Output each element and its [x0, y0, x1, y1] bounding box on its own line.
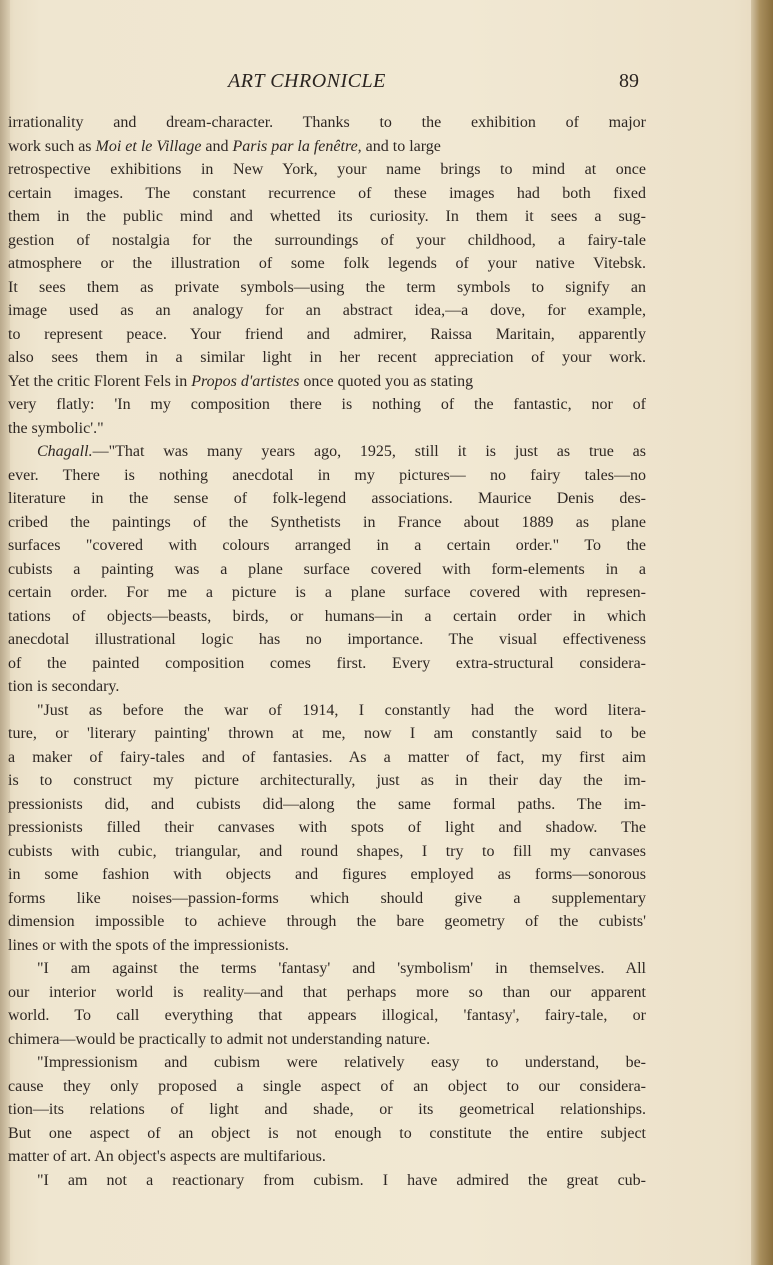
artwork-title: Moi et le Village: [95, 137, 202, 155]
text-line: dimension impossible to achieve through the bare geometry of the cubists': [8, 913, 646, 930]
page-number: 89: [619, 70, 639, 92]
text-line: is to construct my picture architecturally, just as in their day the im-: [8, 772, 646, 789]
text-line: our interior world is reality—and that perhaps more so than our apparent: [8, 983, 646, 1001]
text-line: cubists with cubic, triangular, and round shapes, I try to fill my canvases: [8, 842, 646, 860]
speaker-name: Chagall.: [37, 443, 93, 460]
text-line: Chagall.—"That was many years ago, 1925, still it is just as true as: [37, 443, 646, 460]
text-line: cause they only proposed a single aspect of an object to our considera-: [8, 1077, 646, 1095]
text-line: certain order. For me a picture is a plane surface covered with represen-: [8, 584, 646, 601]
text-line: tion—its relations of light and shade, or its geometrical relationships.: [8, 1101, 646, 1118]
artwork-title: Paris par la fenêtre,: [232, 137, 362, 155]
running-title: ART CHRONICLE: [228, 70, 386, 92]
text-line: in some fashion with objects and figures employed as forms—sonorous: [8, 866, 646, 883]
text-line: ever. There is nothing anecdotal in my pictures— no fairy tales—no: [8, 466, 646, 484]
text-line: Yet the critic Florent Fels in Propos d'artistes once quoted you as stating: [8, 372, 474, 390]
text-line: But one aspect of an object is not enough to constitute the entire subject: [8, 1124, 646, 1142]
text-line: tion is secondary.: [8, 678, 120, 695]
text-line: cribed the paintings of the Synthetists in France about 1889 as plane: [8, 513, 646, 531]
text-line: image used as an analogy for an abstract idea,—a dove, for example,: [8, 302, 646, 319]
page-right-edge: [751, 0, 773, 1265]
text-line: "Impressionism and cubism were relatively easy to understand, be-: [37, 1054, 646, 1071]
text-line: forms like noises—passion-forms which should give a supplementary: [8, 889, 646, 907]
article-body: [8, 111, 646, 1192]
text-line: gestion of nostalgia for the surroundings of your childhood, a fairy-tale: [8, 231, 646, 249]
text-line: anecdotal illustrational logic has no importance. The visual effectiveness: [8, 631, 646, 648]
text-line: certain images. The constant recurrence of these images had both fixed: [8, 184, 646, 202]
text-line: "I am not a reactionary from cubism. I have admired the great cub-: [37, 1171, 646, 1189]
text-line: work such as Moi et le Village and Paris par la fenêtre, and to large: [8, 137, 441, 155]
text-line: the symbolic'.": [8, 419, 104, 437]
text-line: "I am against the terms 'fantasy' and 'symbolism' in themselves. All: [37, 960, 646, 977]
text-line: tations of objects—beasts, birds, or humans—in a certain order in which: [8, 607, 646, 625]
text-line: "Just as before the war of 1914, I constantly had the word litera-: [37, 701, 646, 719]
text-line: atmosphere or the illustration of some folk legends of your native Vitebsk.: [8, 255, 646, 272]
text-line: pressionists filled their canvases with spots of light and shadow. The: [8, 819, 646, 836]
text-line: It sees them as private symbols—using the term symbols to signify an: [8, 278, 646, 296]
text-line: retrospective exhibitions in New York, your name brings to mind at once: [8, 161, 646, 178]
text-line: lines or with the spots of the impressionists.: [8, 936, 289, 954]
text-line: very flatly: 'In my composition there is nothing of the fantastic, nor of: [8, 396, 646, 413]
text-line: to represent peace. Your friend and admirer, Raissa Maritain, apparently: [8, 325, 646, 343]
text-line: of the painted composition comes first. Every extra-structural considera-: [8, 654, 646, 672]
text-line: pressionists did, and cubists did—along the same formal paths. The im-: [8, 795, 646, 813]
text-line: also sees them in a similar light in her recent appreciation of your work.: [8, 349, 646, 366]
book-title: Propos d'artistes: [191, 372, 300, 390]
text-line: ture, or 'literary painting' thrown at me, now I am constantly said to be: [8, 725, 646, 742]
text-line: cubists a painting was a plane surface covered with form-elements in a: [8, 560, 646, 578]
text-line: literature in the sense of folk-legend associations. Maurice Denis des-: [8, 490, 646, 507]
text-line: surfaces "covered with colours arranged in a certain order." To the: [8, 537, 646, 554]
text-line: irrationality and dream-character. Thanks to the exhibition of major: [8, 114, 646, 131]
page-header: [0, 70, 773, 100]
text-line: a maker of fairy-tales and of fantasies. As a matter of fact, my first aim: [8, 748, 646, 766]
text-line: chimera—would be practically to admit not understanding nature.: [8, 1030, 431, 1048]
text-line: them in the public mind and whetted its curiosity. In them it sees a sug-: [8, 208, 646, 225]
text-line: world. To call everything that appears illogical, 'fantasy', fairy-tale, or: [8, 1007, 646, 1024]
text-line: matter of art. An object's aspects are multifarious.: [8, 1148, 326, 1165]
